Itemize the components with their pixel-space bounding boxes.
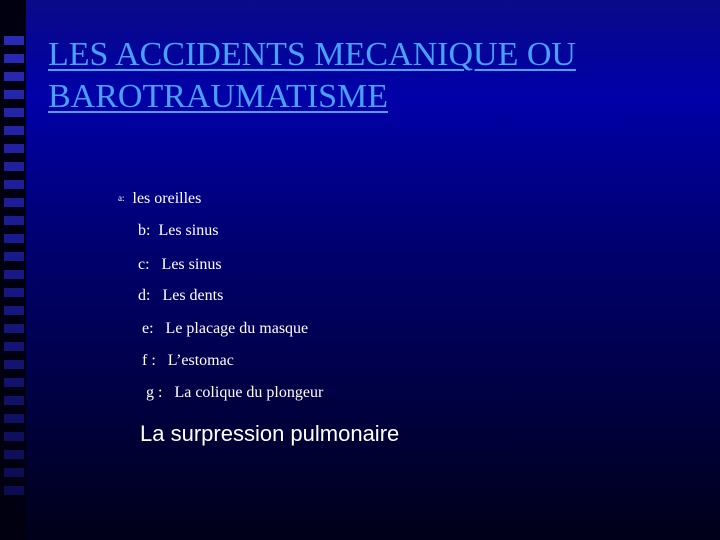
list-item-d: d: Les dents (138, 287, 224, 304)
list-item-c: c: Les sinus (138, 256, 222, 273)
final-line: La surpression pulmonaire (140, 421, 400, 446)
list-item-a-text: les oreilles (124, 190, 202, 207)
list-item-f: f : L’estomac (142, 352, 234, 369)
list-item-a (118, 190, 201, 208)
list-item-e: e: Le placage du masque (142, 320, 309, 337)
decorative-side-strip (0, 0, 26, 540)
decorative-square-column (4, 36, 24, 496)
list-item-g: g : La colique du plongeur (146, 384, 324, 401)
slide-title: LES ACCIDENTS MECANIQUE OU BAROTRAUMATISME (48, 36, 576, 115)
list-item-a-marker: a: (118, 193, 125, 203)
list-item-b: b: Les sinus (138, 222, 219, 239)
